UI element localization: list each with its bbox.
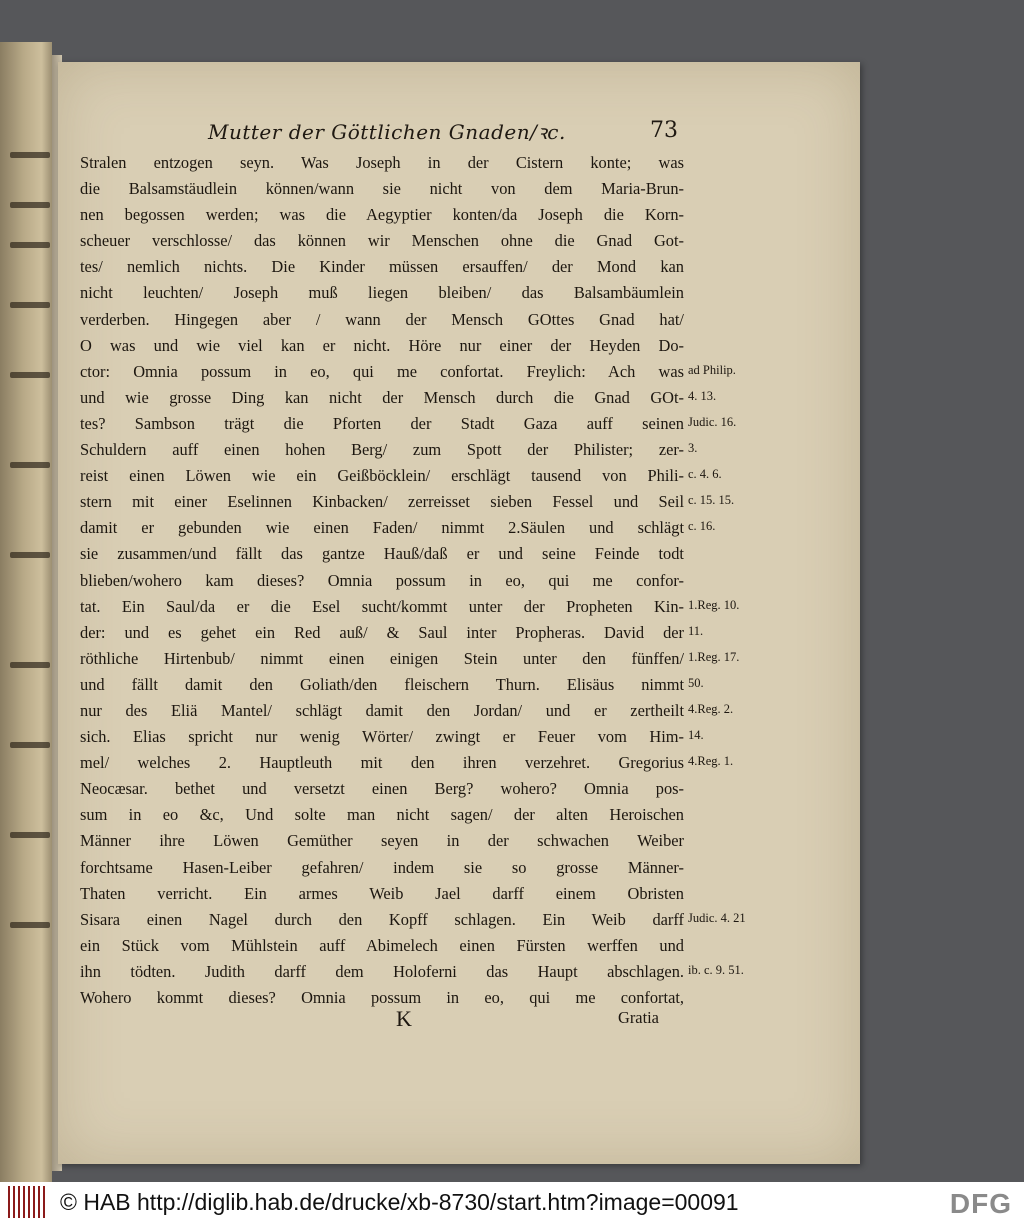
left-page-edge	[0, 42, 52, 1192]
text-line: scheuer verschlosse/ das können wir Menschen ohne die Gnad Got-	[80, 231, 684, 251]
text-line: ein Stück vom Mühlstein auff Abimelech einen Fürsten werffen und	[80, 935, 684, 955]
text-line: stern mit einer Eselinnen Kinbacken/ zerreisset sieben Fessel und Seil	[80, 492, 684, 512]
footer-bar	[0, 1182, 1024, 1223]
marginal-note: 50.	[688, 676, 704, 690]
text-line: Thaten verricht. Ein armes Weib Jael darff einem Obristen	[80, 883, 684, 903]
text-line: Schuldern auff einen hohen Berg/ zum Spott der Philister; zer-	[80, 440, 684, 460]
text-line: der: und es gehet ein Red auß/ & Saul inter Propheras. David der	[80, 622, 684, 642]
text-line: sum in eo &c, Und solte man nicht sagen/ der alten Heroischen	[80, 805, 684, 825]
marginal-note: c. 16.	[688, 519, 716, 534]
text-line: tes? Sambson trägt die Pforten der Stadt Gaza auff seinen	[80, 413, 684, 433]
marginal-note: ib. c. 9. 51.	[688, 963, 744, 978]
text-line: tes/ nemlich nichts. Die Kinder müssen ersauffen/ der Mond kan	[80, 257, 684, 277]
dfg-logo: DFG	[949, 1188, 1012, 1219]
text-line: die Balsamstäudlein können/wann sie nicht von dem Maria-Brun-	[80, 179, 684, 199]
text-line: mel/ welches 2. Hauptleuth mit den ihren verzehret. Gregorius	[80, 753, 684, 773]
marginal-note: 14.	[688, 728, 704, 743]
page-number: 73	[650, 118, 678, 143]
marginal-note: 3.	[688, 441, 698, 456]
text-line: und fällt damit den Goliath/den fleischern Thurn. Elisäus nimmt	[80, 674, 684, 694]
text-line: O was und wie viel kan er nicht. Höre nur einer der Heyden Do-	[80, 335, 684, 355]
text-line: Männer ihre Löwen Gemüther seyen in der schwachen Weiber	[80, 831, 684, 851]
text-line: nur des Eliä Mantel/ schlägt damit den Jordan/ und er zertheilt	[80, 700, 684, 720]
marginal-note: ad Philip.	[688, 362, 736, 377]
text-line: reist einen Löwen wie ein Geißböcklein/ erschlägt tausend von Phili-	[80, 466, 684, 486]
text-line: Neocæsar. bethet und versetzt einen Berg? wohero? Omnia pos-	[80, 779, 684, 799]
marginal-note: 4.Reg. 1.	[688, 754, 734, 769]
text-line: blieben/wohero kam dieses? Omnia possum in eo, qui me confor-	[80, 570, 684, 590]
text-line: und wie grosse Ding kan nicht der Mensch durch die Gnad GOt-	[80, 387, 684, 407]
body-text	[80, 150, 684, 1011]
text-line: Wohero kommt dieses? Omnia possum in eo, qui me confortat,	[80, 988, 684, 1007]
signature-mark: K	[396, 1006, 412, 1031]
footer-url[interactable]: © HAB http://diglib.hab.de/drucke/xb-8730/start.htm?image=00091	[60, 1189, 739, 1215]
marginal-note: 1.Reg. 17.	[688, 649, 740, 664]
marginal-note: 11.	[688, 623, 704, 638]
text-line: sie zusammen/und fällt das gantze Hauß/daß er und seine Feinde todt	[80, 544, 684, 564]
text-line: verderben. Hingegen aber / wann der Mensch GOttes Gnad hat/	[80, 309, 684, 329]
marginal-note: Judic. 16.	[688, 415, 737, 429]
running-head: Mutter der Göttlichen Gnaden/ꝛc.	[208, 120, 566, 144]
text-line: röthliche Hirtenbub/ nimmt einen einigen Stein unter den fünffen/	[80, 648, 684, 668]
marginal-note: 4. 13.	[688, 388, 717, 403]
text-line: damit er gebunden wie einen Faden/ nimmt 2.Säulen und schlägt	[80, 518, 684, 538]
text-line: tat. Ein Saul/da er die Esel sucht/kommt unter der Propheten Kin-	[80, 596, 684, 616]
text-line: ctor: Omnia possum in eo, qui me confortat. Freylich: Ach was	[80, 361, 684, 381]
hab-logo-icon	[8, 1186, 46, 1218]
book-page	[58, 62, 860, 1164]
text-line: nen begossen werden; was die Aegyptier konten/da Joseph die Korn-	[80, 205, 684, 225]
text-line: ihn tödten. Judith darff dem Holoferni das Haupt abschlagen.	[80, 961, 684, 981]
marginal-note: 1.Reg. 10.	[688, 597, 740, 612]
catchword: Gratia	[618, 1008, 659, 1027]
marginal-note: c. 15. 15.	[688, 493, 735, 508]
marginal-note: c. 4. 6.	[688, 467, 722, 482]
text-line: Stralen entzogen seyn. Was Joseph in der Cistern konte; was	[80, 153, 684, 172]
text-line: sich. Elias spricht nur wenig Wörter/ zwingt er Feuer vom Him-	[80, 727, 684, 747]
text-line: forchtsame Hasen-Leiber gefahren/ indem sie so grosse Männer-	[80, 857, 684, 877]
text-line: Sisara einen Nagel durch den Kopff schlagen. Ein Weib darff	[80, 909, 684, 929]
marginal-note: 4.Reg. 2.	[688, 702, 734, 717]
marginal-note: Judic. 4. 21	[688, 910, 746, 925]
text-line: nicht leuchten/ Joseph muß liegen bleiben/ das Balsambäumlein	[80, 283, 684, 303]
